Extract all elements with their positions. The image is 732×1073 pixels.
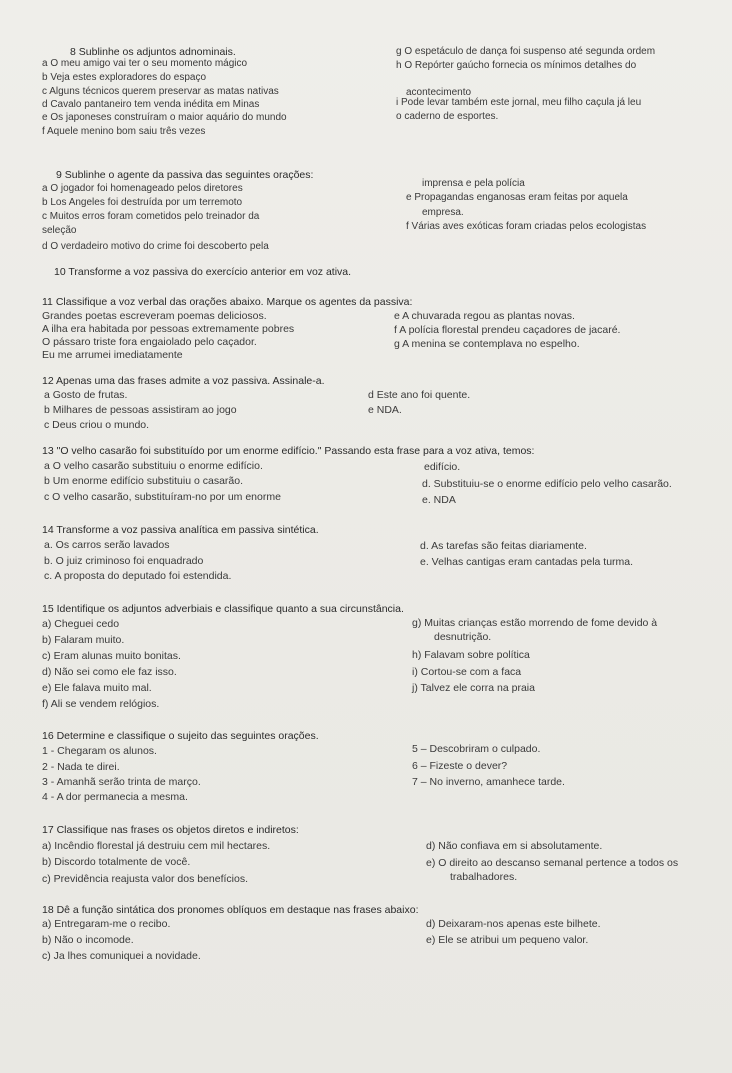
q11-item-a: Grandes poetas escreveram poemas deliciosos. bbox=[42, 310, 267, 322]
q17-item-a: a) Incêndio florestal já destruiu cem mil hectares. bbox=[42, 840, 271, 852]
q8-title: 8 Sublinhe os adjuntos adnominais. bbox=[70, 46, 236, 58]
q9-item-d: d O verdadeiro motivo do crime foi descoberto pela bbox=[42, 241, 269, 252]
q18-item-d: d) Deixaram-nos apenas este bilhete. bbox=[426, 918, 601, 930]
q16-title: 16 Determine e classifique o sujeito das seguintes orações. bbox=[42, 730, 319, 742]
q12-item-a: a Gosto de frutas. bbox=[44, 389, 128, 401]
q17-item-d: d) Não confiava em si absolutamente. bbox=[426, 840, 603, 852]
q8-item-h: h O Repórter gaúcho fornecia os mínimos detalhes do bbox=[396, 60, 637, 71]
q18-item-a: a) Entregaram-me o recibo. bbox=[42, 918, 171, 930]
q13-item-d: d. Substituiu-se o enorme edifício pelo velho casarão. bbox=[422, 478, 672, 490]
q16-item-5: 5 – Descobriram o culpado. bbox=[412, 743, 541, 755]
q17-item-e-cont: trabalhadores. bbox=[450, 871, 518, 883]
q12-item-d: d Este ano foi quente. bbox=[368, 389, 471, 401]
q8-item-b: b Veja estes exploradores do espaço bbox=[42, 72, 206, 83]
q11-item-g: g A menina se contemplava no espelho. bbox=[394, 338, 580, 350]
q12-item-e: e NDA. bbox=[368, 404, 402, 416]
q18-item-e: e) Ele se atribui um pequeno valor. bbox=[426, 934, 589, 946]
q16-item-1: 1 - Chegaram os alunos. bbox=[42, 745, 157, 757]
q18-item-c: c) Ja lhes comuniquei a novidade. bbox=[42, 950, 201, 962]
q14-item-a: a. Os carros serão lavados bbox=[44, 539, 170, 551]
q15-item-f: f) Ali se vendem relógios. bbox=[42, 698, 160, 710]
q15-item-a: a) Cheguei cedo bbox=[42, 618, 120, 630]
q16-item-2: 2 - Nada te direi. bbox=[42, 761, 120, 773]
q15-item-e: e) Ele falava muito mal. bbox=[42, 682, 152, 694]
q8-item-i-cont: o caderno de esportes. bbox=[396, 111, 499, 122]
q8-item-h-cont: acontecimento bbox=[406, 87, 472, 98]
q17-title: 17 Classifique nas frases os objetos diretos e indiretos: bbox=[42, 824, 299, 836]
q8-item-e: e Os japoneses construíram o maior aquário do mundo bbox=[42, 112, 287, 123]
q15-item-b: b) Falaram muito. bbox=[42, 634, 125, 646]
q15-item-d: d) Não sei como ele faz isso. bbox=[42, 666, 177, 678]
q11-item-f: f A polícia florestal prendeu caçadores de jacaré. bbox=[394, 324, 621, 336]
q9-item-c: c Muitos erros foram cometidos pelo treinador da bbox=[42, 211, 260, 222]
q15-item-g-cont: desnutrição. bbox=[434, 631, 492, 643]
q9-title: 9 Sublinhe o agente da passiva das seguintes orações: bbox=[56, 169, 314, 181]
q15-title: 15 Identifique os adjuntos adverbiais e classifique quanto a sua circunstância. bbox=[42, 603, 404, 615]
q14-item-c: c. A proposta do deputado foi estendida. bbox=[44, 570, 232, 582]
q18-title: 18 Dê a função sintática dos pronomes oblíquos em destaque nas frases abaixo: bbox=[42, 904, 419, 916]
q17-item-e: e) O direito ao descanso semanal pertence a todos os bbox=[426, 857, 679, 869]
q9-item-c-cont: seleção bbox=[42, 225, 77, 236]
q14-item-b: b. O juiz criminoso foi enquadrado bbox=[44, 555, 204, 567]
q14-item-d: d. As tarefas são feitas diariamente. bbox=[420, 540, 587, 552]
q18-item-b: b) Não o incomode. bbox=[42, 934, 134, 946]
q16-item-3: 3 - Amanhã serão trinta de março. bbox=[42, 776, 201, 788]
q9-item-e-cont: empresa. bbox=[422, 207, 464, 218]
q13-item-b: b Um enorme edifício substituiu o casarão. bbox=[44, 475, 244, 487]
q13-item-c: c O velho casarão, substituíram-no por um enorme bbox=[44, 491, 281, 503]
q9-item-e: e Propagandas enganosas eram feitas por aquela bbox=[406, 192, 628, 203]
q8-item-g: g O espetáculo de dança foi suspenso até segunda ordem bbox=[396, 46, 656, 57]
q14-item-e: e. Velhas cantigas eram cantadas pela turma. bbox=[420, 556, 634, 568]
q8-item-c: c Alguns técnicos querem preservar as matas nativas bbox=[42, 86, 279, 97]
q11-item-d: Eu me arrumei imediatamente bbox=[42, 349, 183, 361]
q15-item-h: h) Falavam sobre política bbox=[412, 649, 530, 661]
q15-item-i: i) Cortou-se com a faca bbox=[412, 666, 522, 678]
q15-item-j: j) Talvez ele corra na praia bbox=[412, 682, 535, 694]
q11-item-b: A ilha era habitada por pessoas extremamente pobres bbox=[42, 323, 295, 335]
q13-title: 13 "O velho casarão foi substituído por um enorme edifício." Passando esta frase para a voz ativa, temos: bbox=[42, 445, 535, 457]
q12-item-b: b Milhares de pessoas assistiram ao jogo bbox=[44, 404, 237, 416]
q17-item-b: b) Discordo totalmente de você. bbox=[42, 856, 191, 868]
q13-item-a: a O velho casarão substituiu o enorme edifício. bbox=[44, 460, 263, 472]
q16-item-7: 7 – No inverno, amanhece tarde. bbox=[412, 776, 565, 788]
q16-item-4: 4 - A dor permanecia a mesma. bbox=[42, 791, 188, 803]
q9-item-b: b Los Angeles foi destruída por um terremoto bbox=[42, 197, 243, 208]
q8-item-a: a O meu amigo vai ter o seu momento mágico bbox=[42, 58, 248, 69]
q13-item-e: e. NDA bbox=[422, 494, 456, 506]
q17-item-c: c) Previdência reajusta valor dos benefícios. bbox=[42, 873, 249, 885]
q15-item-c: c) Eram alunas muito bonitas. bbox=[42, 650, 181, 662]
q9-item-a: a O jogador foi homenageado pelos diretores bbox=[42, 183, 243, 194]
q9-item-d-cont: imprensa e pela polícia bbox=[422, 178, 525, 189]
q12-item-c: c Deus criou o mundo. bbox=[44, 419, 150, 431]
q8-item-d: d Cavalo pantaneiro tem venda inédita em Minas bbox=[42, 99, 260, 110]
q12-title: 12 Apenas uma das frases admite a voz passiva. Assinale-a. bbox=[42, 375, 325, 387]
q11-title: 11 Classifique a voz verbal das orações abaixo. Marque os agentes da passiva: bbox=[42, 296, 413, 308]
q11-item-c: O pássaro triste fora engaiolado pelo caçador. bbox=[42, 336, 257, 348]
q15-item-g: g) Muitas crianças estão morrendo de fome devido à bbox=[412, 617, 658, 629]
q14-title: 14 Transforme a voz passiva analítica em passiva sintética. bbox=[42, 524, 319, 536]
q16-item-6: 6 – Fizeste o dever? bbox=[412, 760, 508, 772]
q11-item-e: e A chuvarada regou as plantas novas. bbox=[394, 310, 575, 322]
q9-item-f: f Várias aves exóticas foram criadas pelos ecologistas bbox=[406, 221, 647, 232]
q8-item-f: f Aquele menino bom saiu três vezes bbox=[42, 126, 206, 137]
q13-item-a-cont: edifício. bbox=[424, 461, 461, 473]
q10-title: 10 Transforme a voz passiva do exercício anterior em voz ativa. bbox=[54, 266, 352, 278]
q8-item-i: i Pode levar também este jornal, meu filho caçula já leu bbox=[396, 97, 642, 108]
